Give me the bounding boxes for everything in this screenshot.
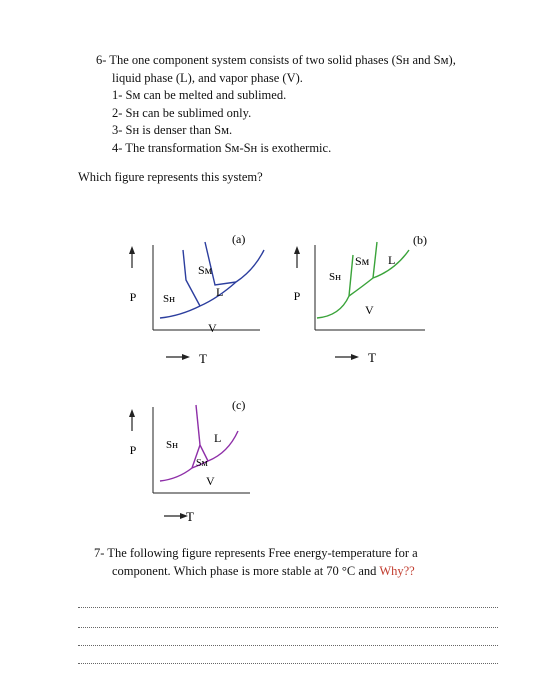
- answer-line-1[interactable]: [78, 607, 498, 608]
- fig-b-figure-label: (b): [413, 233, 427, 247]
- fig-c-figure-label: (c): [232, 398, 246, 412]
- fig-a-sh-label: Sʜ: [163, 293, 176, 305]
- fig-a-sm-sh-boundary: [183, 250, 200, 306]
- fig-a-sublimation-sh-curve: [160, 306, 200, 318]
- fig-c-l-label: L: [214, 431, 222, 445]
- fig-c-fusion-curve: [196, 405, 200, 445]
- fig-c-t-label: T: [186, 509, 194, 524]
- fig-a-p-label: P: [129, 290, 137, 304]
- fig-b-sublimation-sh-curve: [317, 296, 349, 318]
- q6-statement-1: 1- Sᴍ can be melted and sublimed.: [112, 88, 287, 102]
- q7-why-text: Why??: [379, 563, 415, 578]
- fig-a-t-label: T: [199, 351, 207, 366]
- fig-b-l-label: L: [388, 253, 396, 267]
- fig-c-sh-label: Sʜ: [166, 439, 179, 451]
- fig-a-v-label: V: [208, 321, 217, 335]
- fig-c-sm-label: Sᴍ: [196, 458, 208, 469]
- question-6: [96, 52, 516, 157]
- q6-statement-4: 4- The transformation Sᴍ-Sʜ is exothermic.: [112, 140, 332, 155]
- fig-b-fusion-curve: [373, 242, 377, 278]
- q6-statement-2: 2- Sʜ can be sublimed only.: [112, 105, 252, 120]
- fig-b-v-label: V: [365, 303, 374, 317]
- fig-b-sublimation-sm-curve: [349, 278, 373, 296]
- fig-b-t-label: T: [368, 350, 376, 365]
- figure-a: [120, 230, 280, 370]
- q7-line2: [94, 563, 514, 581]
- fig-a-vaporization-curve: [236, 250, 264, 282]
- fig-c-p-label: P: [129, 443, 137, 457]
- fig-c-sublimation-sh-curve: [160, 468, 192, 481]
- answer-line-4[interactable]: [78, 663, 498, 664]
- q6-prompt: Which figure represents this system?: [78, 170, 263, 184]
- q6-intro-line1: 6- The one component system consists of two solid phases (Sʜ and Sᴍ),: [96, 53, 456, 67]
- fig-a-figure-label: (a): [232, 232, 246, 246]
- q6-statement-3: 3- Sʜ is denser than Sᴍ.: [112, 123, 233, 137]
- figure-b: [285, 230, 445, 370]
- q7-line1: 7- The following figure represents Free energy-temperature for a: [94, 546, 418, 560]
- figure-c: [120, 395, 280, 535]
- fig-a-sm-label: Sᴍ: [198, 263, 213, 277]
- fig-b-sm-sh-boundary: [349, 255, 353, 296]
- fig-a-l-label: L: [216, 285, 224, 299]
- fig-b-sh-label: Sʜ: [329, 271, 342, 283]
- question-7: [94, 545, 514, 580]
- fig-b-sm-label: Sᴍ: [355, 254, 370, 268]
- fig-c-v-label: V: [206, 474, 215, 488]
- fig-b-p-label: P: [293, 289, 301, 303]
- q6-intro-line2: liquid phase (L), and vapor phase (V).: [112, 70, 303, 85]
- answer-line-2[interactable]: [78, 627, 498, 628]
- answer-line-3[interactable]: [78, 645, 498, 646]
- q7-line2-text: component. Which phase is more stable at 70 °C and: [112, 563, 380, 578]
- fig-c-vaporization-curve: [208, 431, 238, 461]
